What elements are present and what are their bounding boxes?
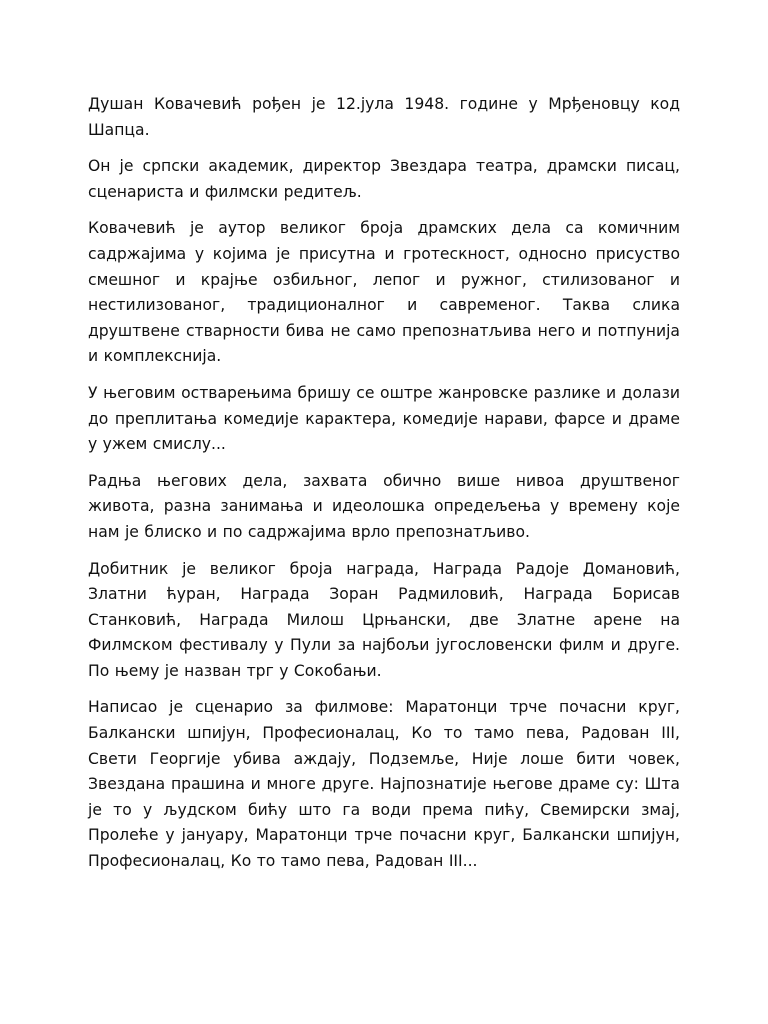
document-page [88,92,680,875]
paragraph-author-style: Ковачевић је аутор великог броја драмских дела са комичним садржајима у којима је присутна и гротескност, односно присуство смешног и крајње озбиљног, лепог и ружног, стилизованог и нестилизованог, традиционалног и савременог. Таква слика друштвене стварности бива не само препознатљива него и потпунија и комплекснија. [88,219,680,366]
paragraph-awards: Добитник је великог броја награда, Награда Радоје Домановић, Златни ћуран, Награда Зоран Радмиловић, Награда Борисав Станковић, Награда Милош Црњански, две Златне арене на Филмском фестивалу у Пули за најбољи југословенски филм и друге. По њему је назван трг у Сокобањи. [88,559,680,680]
paragraph-filmography: Написао је сценарио за филмове: Маратонци трче почасни круг, Балкански шпијун, Професионалац, Ко то тамо пева, Радован III, Свети Георгије убива аждају, Подземље, Није лоше бити човек, Звездана прашина и многе друге. Најпознатије његове драме су: Шта је то у људском бићу што га води према пићу, Свемирски змај, Пролеће у јануару, Маратонци трче почасни круг, Балкански шпијун, Професионалац, Ко то тамо пева, Радован III... [88,698,680,871]
paragraph-birth: Душан Ковачевић рођен је 12.јула 1948. године у Мрђеновцу код Шапца. [88,95,680,139]
paragraph-profession: Он је српски академик, директор Звездара театра, драмски писац, сценариста и филмски редитељ. [88,157,680,201]
paragraph-genres: У његовим остварењима бришу се оштре жанровске разлике и долази до преплитања комедије карактера, комедије нарави, фарсе и драме у ужем смислу... [88,383,680,454]
paragraph-plot: Радња његових дела, захвата обично више нивоа друштвеног живота, разна занимања и идеолошка опредељења у времену које нам је блиско и по садржајима врло препознатљиво. [88,471,680,541]
